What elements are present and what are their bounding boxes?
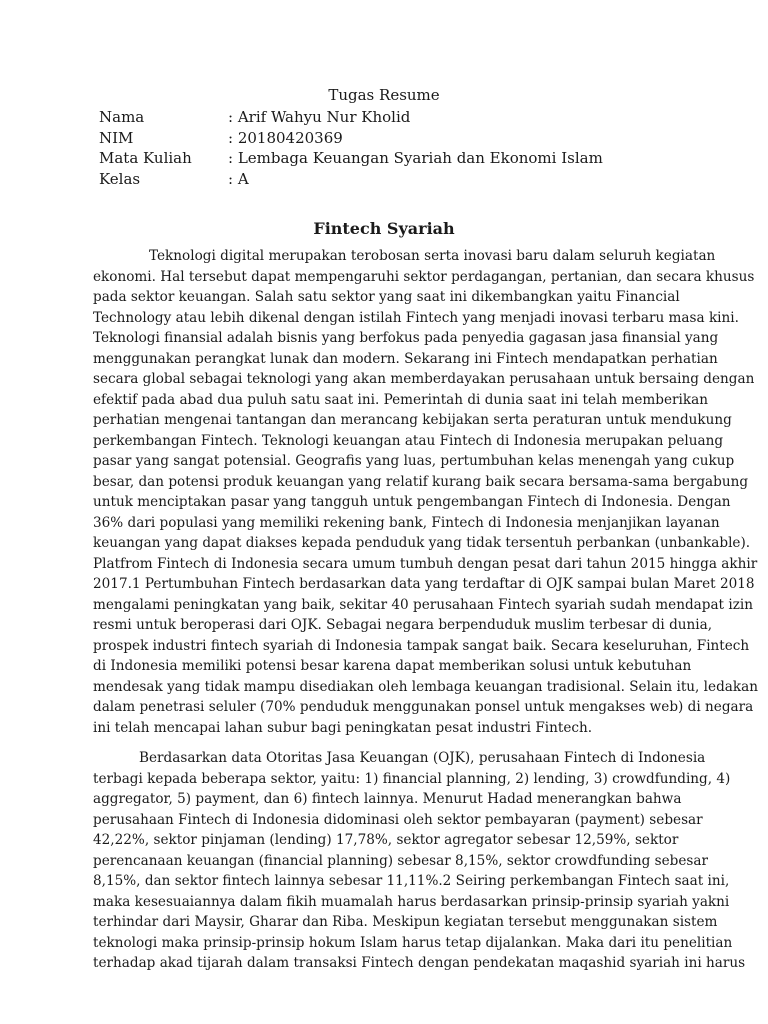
info-value: : A [228, 169, 249, 188]
text-line: perusahaan Fintech di Indonesia didominasi oleh sektor pembayaran (payment) sebesar [93, 811, 703, 828]
info-label: Mata Kuliah [99, 149, 192, 167]
info-row-kelas [99, 169, 603, 190]
text-line: keuangan yang dapat diakses kepada penduduk yang tidak tersentuh perbankan (unbankable). [93, 535, 751, 551]
text-line: teknologi maka prinsip-prinsip hokum Islam harus tetap dijalankan. Maka dari itu penelitian [93, 934, 733, 951]
info-value: : 20180420369 [228, 128, 343, 147]
text-line: perencanaan keuangan (financial planning) sebesar 8,15%, sektor crowdfunding sebesar [93, 852, 708, 869]
document-heading: Tugas Resume [328, 86, 440, 104]
text-line: terhadap akad tijarah dalam transaksi Fintech dengan pendekatan maqashid syariah ini harus [93, 955, 746, 971]
text-line: perhatian mengenai tantangan dan merancang kebijakan serta peraturan untuk mendukung [93, 412, 732, 428]
text-line: Berdasarkan data Otoritas Jasa Keuangan (OJK), perusahaan Fintech di Indonesia [139, 750, 706, 766]
text-line: pasar yang sangat potensial. Geografis yang luas, pertumbuhan kelas menengah yang cukup [93, 453, 735, 469]
document-body [93, 246, 758, 974]
student-info [99, 107, 603, 189]
text-line: perkembangan Fintech. Teknologi keuangan atau Fintech di Indonesia merupakan peluang [93, 432, 724, 449]
text-line: terbagi kepada beberapa sektor, yaitu: 1) financial planning, 2) lending, 3) crowdfunding, 4) [93, 770, 731, 787]
text-line: 36% dari populasi yang memiliki rekening bank, Fintech di Indonesia menjanjikan layanan [93, 514, 720, 531]
text-line: ekonomi. Hal tersebut dapat mempengaruhi sektor perdagangan, pertanian, dan secara khusus [93, 268, 755, 285]
text-line: 2017.1 Pertumbuhan Fintech berdasarkan data yang terdaftar di OJK sampai bulan Maret 2018 [93, 576, 755, 592]
info-row-nim [99, 128, 603, 149]
text-line: efektif pada abad dua puluh satu saat ini. Pemerintah di dunia saat ini telah memberikan [93, 391, 708, 408]
paragraph-2 [93, 748, 746, 974]
document-title: Fintech Syariah [313, 219, 455, 238]
text-line: Technology atau lebih dikenal dengan istilah Fintech yang menjadi inovasi terbaru masa kini. [93, 309, 739, 326]
text-line: ini telah mencapai lahan subur bagi peningkatan pesat industri Fintech. [93, 719, 593, 736]
info-value: : Lembaga Keuangan Syariah dan Ekonomi Islam [228, 149, 603, 167]
text-line: Teknologi finansial adalah bisnis yang berfokus pada penyedia gagasan jasa finansial yang [93, 330, 719, 346]
text-line: dalam penetrasi seluler (70% penduduk menggunakan ponsel untuk mengakses web) di negara [93, 699, 754, 715]
text-line: prospek industri fintech syariah di Indonesia tampak sangat baik. Secara keseluruhan, Fintech [93, 637, 750, 654]
info-label: Kelas [99, 169, 141, 188]
text-line: mengalami peningkatan yang baik, sekitar 40 perusahaan Fintech syariah sudah mendapat izin [93, 596, 753, 613]
text-line: terhindar dari Maysir, Gharar dan Riba. Meskipun kegiatan tersebut menggunakan sistem [93, 914, 718, 930]
text-line: secara global sebagai teknologi yang akan memberdayakan perusahaan untuk bersaing dengan [93, 371, 755, 387]
text-line: resmi untuk beroperasi dari OJK. Sebagai negara berpenduduk muslim terbesar di dunia, [93, 617, 713, 633]
info-row-nama [99, 107, 603, 128]
text-line: mendesak yang tidak mampu disediakan oleh lembaga keuangan tradisional. Selain itu, ledakan [93, 678, 758, 695]
text-line: Teknologi digital merupakan terobosan serta inovasi baru dalam seluruh kegiatan [149, 248, 716, 264]
text-line: di Indonesia memiliki potensi besar karena dapat memberikan solusi untuk kebutuhan [93, 658, 692, 674]
info-value: : Arif Wahyu Nur Kholid [228, 108, 411, 126]
text-line: menggunakan perangkat lunak dan modern. Sekarang ini Fintech mendapatkan perhatian [93, 350, 718, 367]
info-label: NIM [99, 128, 134, 147]
text-line: pada sektor keuangan. Salah satu sektor yang saat ini dikembangkan yaitu Financial [93, 289, 680, 305]
text-line: besar, dan potensi produk keuangan yang relatif kurang baik secara bersama-sama bergabung [93, 473, 749, 490]
paragraph-1 [93, 246, 758, 738]
text-line: 8,15%, dan sektor fintech lainnya sebesar 11,11%.2 Seiring perkembangan Fintech saat ini, [93, 873, 730, 889]
text-line: aggregator, 5) payment, dan 6) fintech lainnya. Menurut Hadad menerangkan bahwa [93, 791, 682, 807]
text-line: untuk menciptakan pasar yang tangguh untuk pengembangan Fintech di Indonesia. Dengan [93, 494, 731, 510]
info-row-mata-kuliah [99, 148, 603, 169]
text-line: maka kesesuaiannya dalam fikih muamalah harus berdasarkan prinsip-prinsip syariah yakni [93, 893, 730, 910]
info-label: Nama [99, 108, 145, 126]
text-line: 42,22%, sektor pinjaman (lending) 17,78%, sektor agregator sebesar 12,59%, sektor [93, 832, 679, 848]
text-line: Platfrom Fintech di Indonesia secara umum tumbuh dengan pesat dari tahun 2015 hingga akhir [93, 555, 758, 572]
